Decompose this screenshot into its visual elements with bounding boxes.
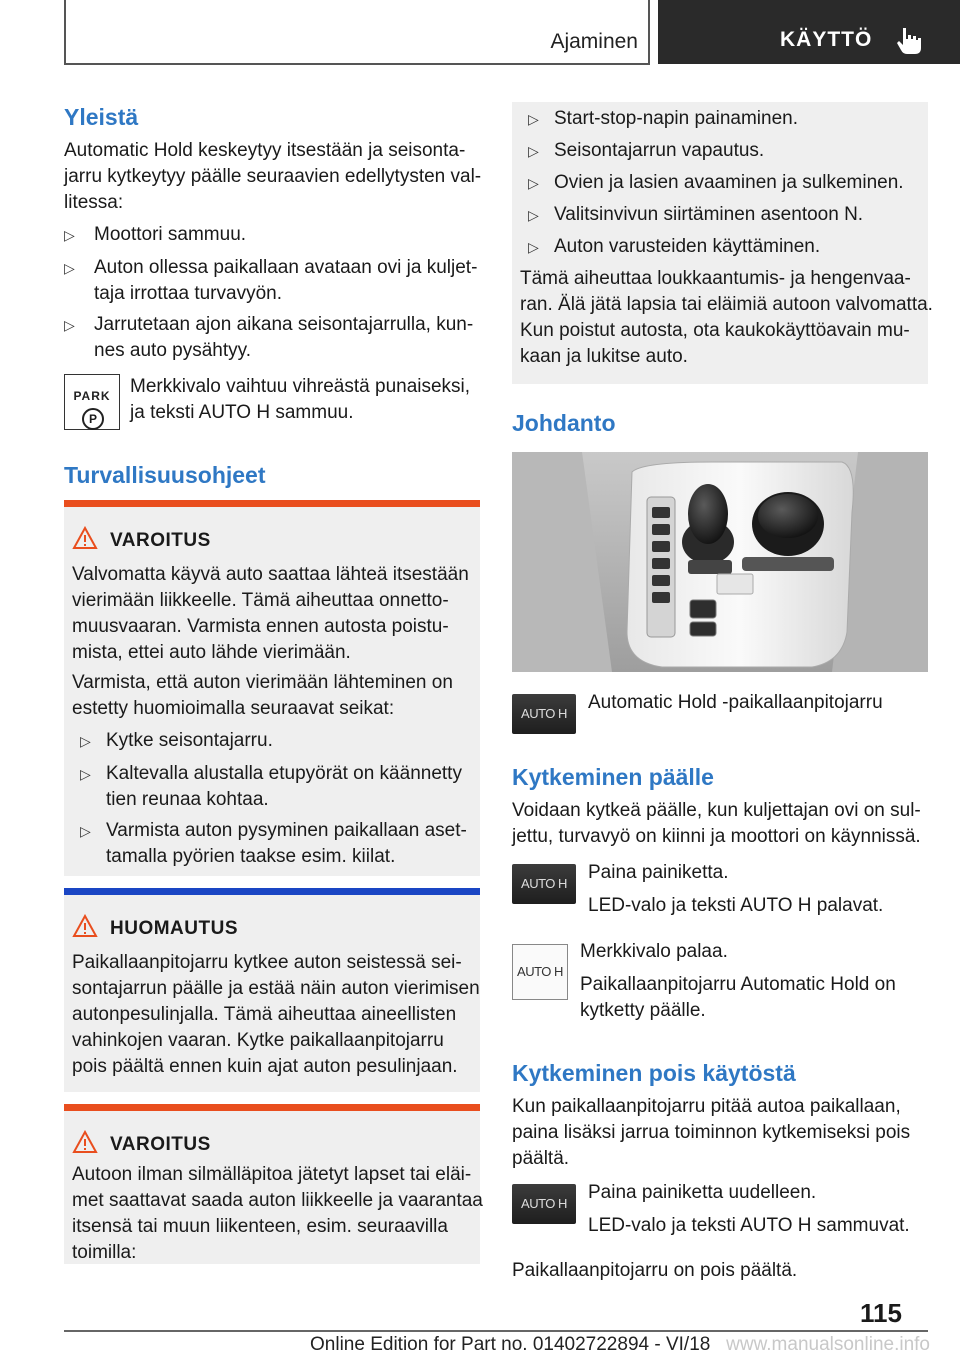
bullet-triangle-icon: ▷ xyxy=(64,227,75,243)
chapter-title: Ajaminen xyxy=(550,30,638,53)
warning-text-line: Tämä aiheuttaa loukkaantumis- ja hengenvaa- xyxy=(520,268,911,289)
step-text: LED-valo ja teksti AUTO H palavat. xyxy=(588,895,884,916)
bullet-triangle-icon: ▷ xyxy=(80,823,91,839)
notice-text-line: sontajarrun päälle ja estää näin auton vierimisen xyxy=(72,978,480,999)
heading-turvallisuusohjeet: Turvallisuusohjeet xyxy=(64,462,266,488)
list-item: Auton varusteiden käyttäminen. xyxy=(554,236,821,257)
notice-text-line: pois päältä ennen kuin ajat auton pesulinjaan. xyxy=(72,1056,458,1077)
list-item-cont: taja irrottaa turvavyön. xyxy=(94,283,282,304)
heading-yleista: Yleistä xyxy=(64,104,139,130)
step-text: kytketty päälle. xyxy=(580,1000,706,1021)
section-title: KÄYTTÖ xyxy=(780,28,873,51)
auto-h-button-icon: AUTO H xyxy=(512,1184,576,1224)
header-border-bottom xyxy=(64,63,650,65)
list-item: Kytke seisontajarru. xyxy=(106,730,273,751)
bullet-triangle-icon: ▷ xyxy=(528,111,539,127)
text-line: litessa: xyxy=(64,192,124,213)
text-line: Automatic Hold keskeytyy itsestään ja seisonta- xyxy=(64,140,466,161)
pointing-hand-icon xyxy=(893,24,925,56)
step-text: Paikallaanpitojarru Automatic Hold on xyxy=(580,974,896,995)
bullet-triangle-icon: ▷ xyxy=(528,143,539,159)
list-item-cont: tien reunaa kohtaa. xyxy=(106,789,269,810)
warning-bar xyxy=(64,500,480,507)
warning-text-line: mista, ettei auto lähde vierimään. xyxy=(72,642,351,663)
list-item: Jarrutetaan ajon aikana seisontajarrulla, kun- xyxy=(94,314,474,335)
text-line: Voidaan kytkeä päälle, kun kuljettajan ovi on sul- xyxy=(512,800,921,821)
page-number: 115 xyxy=(860,1298,902,1328)
warning-text-line: ran. Älä jätä lapsia tai eläimiä autoon valvomatta. xyxy=(520,294,933,315)
text-line: päältä. xyxy=(512,1148,570,1169)
watermark: www.manualsonline.info xyxy=(726,1334,930,1355)
list-item: Ovien ja lasien avaaminen ja sulkeminen. xyxy=(554,172,904,193)
text-line: jarru kytkeytyy päälle seuraavien edellytysten val- xyxy=(64,166,482,187)
list-item: Start-stop-napin painaminen. xyxy=(554,108,798,129)
warning-text-line: toimilla: xyxy=(72,1242,137,1263)
warning-title: VAROITUS xyxy=(110,530,211,551)
warning-text-line: itsensä tai muun liikenteen, esim. seuraavilla xyxy=(72,1216,448,1237)
notice-bar xyxy=(64,888,480,895)
bullet-triangle-icon: ▷ xyxy=(528,207,539,223)
warning-text-line: Valvomatta käyvä auto saattaa lähteä itsestään xyxy=(72,564,469,585)
list-item: Seisontajarrun vapautus. xyxy=(554,140,765,161)
list-item: Kaltevalla alustalla etupyörät on käännetty xyxy=(106,763,462,784)
warning-title: VAROITUS xyxy=(110,1134,211,1155)
notice-triangle-icon xyxy=(72,914,98,938)
list-item-cont: tamalla pyörien taakse esim. kiilat. xyxy=(106,846,396,867)
bullet-triangle-icon: ▷ xyxy=(80,733,91,749)
bullet-triangle-icon: ▷ xyxy=(528,175,539,191)
bullet-triangle-icon: ▷ xyxy=(64,317,75,333)
warning-text-line: estetty huomioimalla seuraavat seikat: xyxy=(72,698,395,719)
center-console-photo xyxy=(512,452,928,672)
text-line: Kun paikallaanpitojarru pitää autoa paikallaan, xyxy=(512,1096,901,1117)
warning-text-line: Kun poistut autosta, ota kaukokäyttöavain mu- xyxy=(520,320,910,341)
warning-text-line: met saattavat saada auton liikkeelle ja vaarantaa xyxy=(72,1190,483,1211)
notice-text-line: autonpesulinjalla. Tämä aiheuttaa aineellisten xyxy=(72,1004,457,1025)
edition-note: Online Edition for Part no. 01402722894 - VI/18 xyxy=(310,1334,711,1355)
step-text: LED-valo ja teksti AUTO H sammuvat. xyxy=(588,1215,910,1236)
heading-johdanto: Johdanto xyxy=(512,410,616,436)
park-text-line: Merkkivalo vaihtuu vihreästä punaiseksi, xyxy=(130,376,471,397)
step-text: Merkkivalo palaa. xyxy=(580,941,728,962)
list-item: Varmista auton pysyminen paikallaan aset- xyxy=(106,820,467,841)
list-item: Moottori sammuu. xyxy=(94,224,247,245)
step-text: Paina painiketta. xyxy=(588,862,729,883)
list-item-cont: nes auto pysähtyy. xyxy=(94,340,252,361)
park-text-line: ja teksti AUTO H sammuu. xyxy=(130,402,354,423)
warning-triangle-icon xyxy=(72,1130,98,1154)
footer-rule xyxy=(64,1330,928,1332)
auto-h-indicator-icon: AUTO H xyxy=(512,944,568,1000)
heading-kytkeminen-pois: Kytkeminen pois käytöstä xyxy=(512,1060,796,1086)
notice-text-line: vahinkojen vaaran. Kytke paikallaanpitojarru xyxy=(72,1030,444,1051)
warning-triangle-icon xyxy=(72,526,98,550)
heading-kytkeminen-paalle: Kytkeminen päälle xyxy=(512,764,714,790)
bullet-triangle-icon: ▷ xyxy=(528,239,539,255)
warning-text-line: Varmista, että auton vierimään lähteminen on xyxy=(72,672,453,693)
list-item: Auton ollessa paikallaan avataan ovi ja kuljet- xyxy=(94,257,478,278)
bullet-triangle-icon: ▷ xyxy=(64,260,75,276)
park-brake-icon: PARK P xyxy=(64,374,120,430)
bullet-triangle-icon: ▷ xyxy=(80,766,91,782)
notice-text-line: Paikallaanpitojarru kytkee auton seistessä sei- xyxy=(72,952,462,973)
header-border-right xyxy=(648,0,650,64)
text-line: Paikallaanpitojarru on pois päältä. xyxy=(512,1260,798,1281)
warning-text-line: Autoon ilman silmälläpitoa jätetyt lapset tai eläi- xyxy=(72,1164,472,1185)
text-line: jettu, turvavyö on kiinni ja moottori on käynnissä. xyxy=(512,826,921,847)
warning-bar xyxy=(64,1104,480,1111)
warning-text-line: muusvaaran. Varmista ennen autosta poistu- xyxy=(72,616,449,637)
step-text: Paina painiketta uudelleen. xyxy=(588,1182,817,1203)
warning-text-line: vierimään liikkeelle. Tämä aiheuttaa onnetto- xyxy=(72,590,449,611)
auto-h-button-icon: AUTO H xyxy=(512,694,576,734)
notice-title: HUOMAUTUS xyxy=(110,918,238,939)
auto-h-button-icon: AUTO H xyxy=(512,864,576,904)
text-line: paina lisäksi jarrua toiminnon kytkemiseksi pois xyxy=(512,1122,911,1143)
header-border-left xyxy=(64,0,66,64)
photo-caption: Automatic Hold -paikallaanpitojarru xyxy=(588,692,883,713)
warning-text-line: kaan ja lukitse auto. xyxy=(520,346,688,367)
list-item: Valitsinvivun siirtäminen asentoon N. xyxy=(554,204,864,225)
